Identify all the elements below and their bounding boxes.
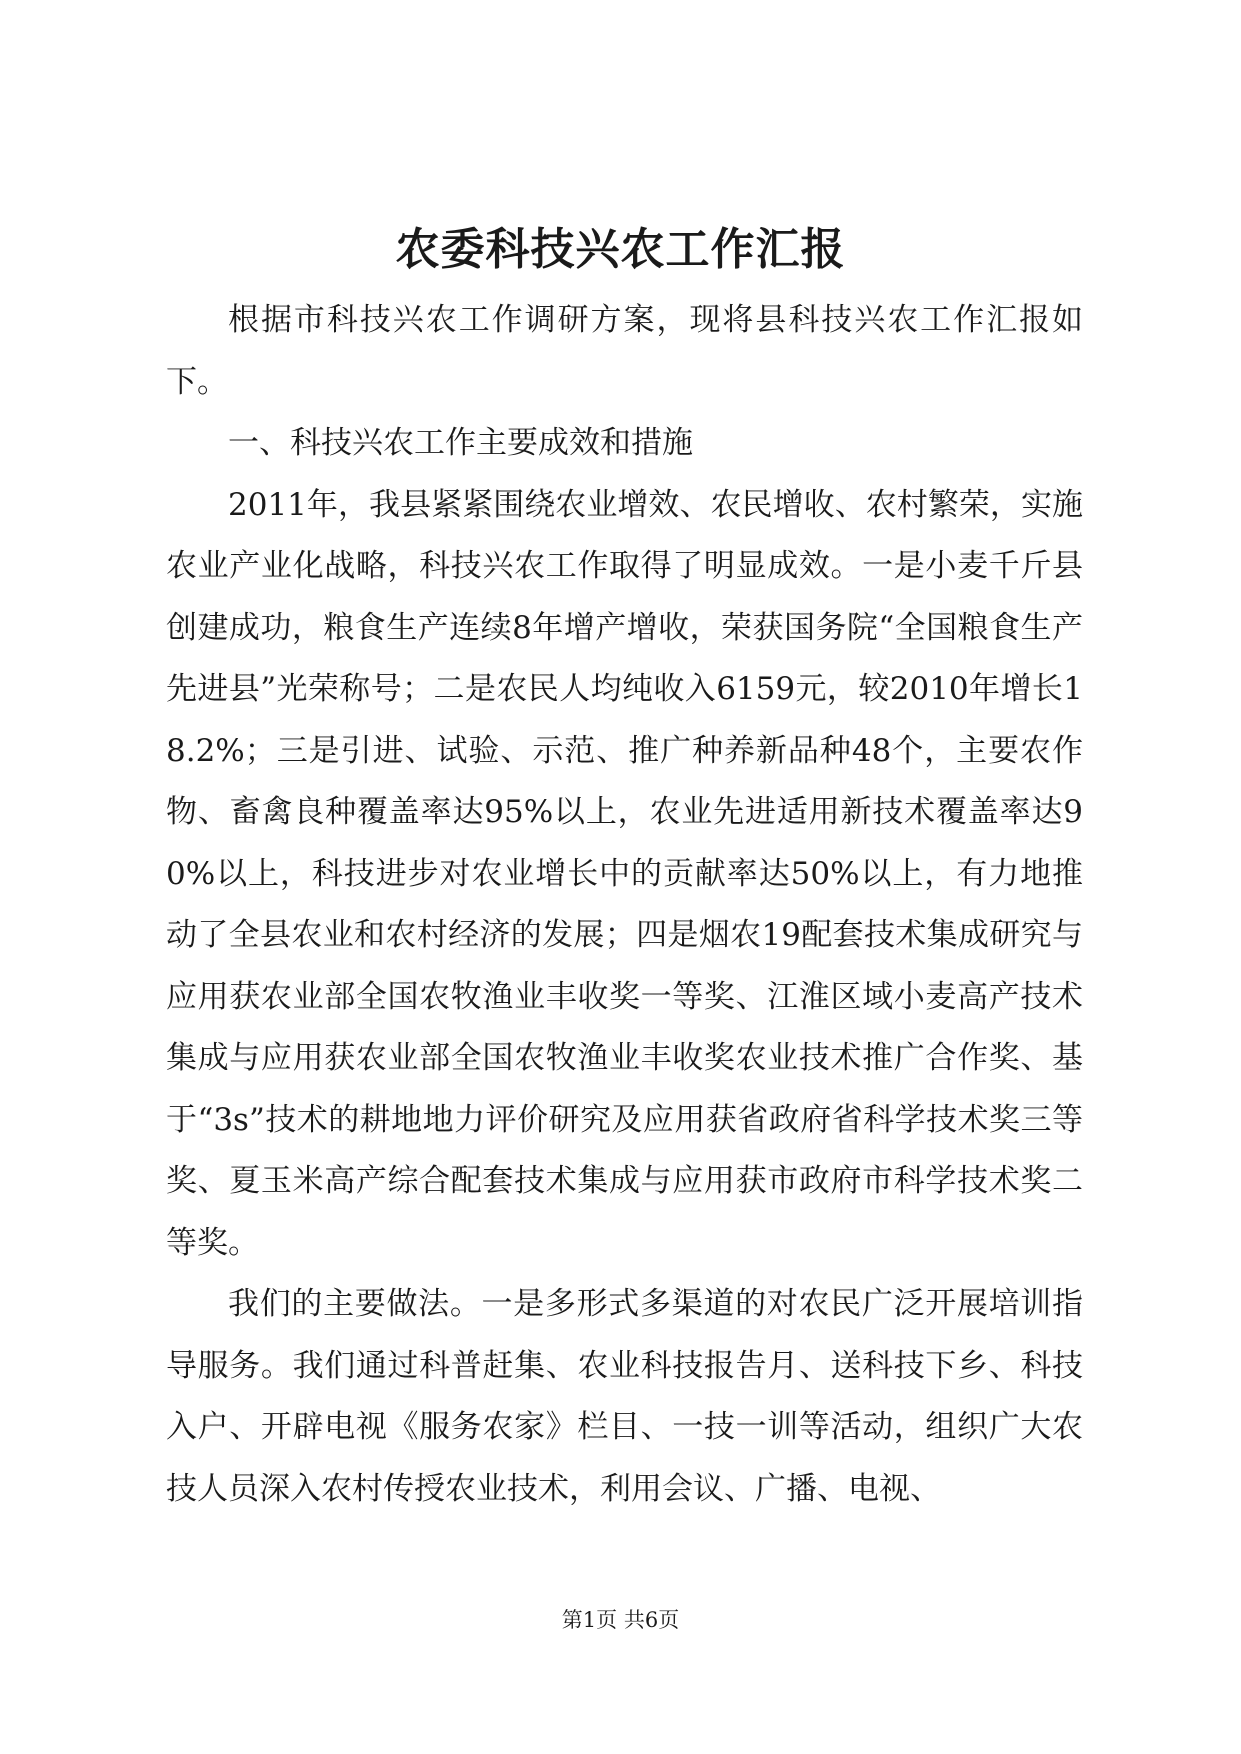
section-heading: 一、科技兴农工作主要成效和措施 (228, 425, 693, 461)
document-body (166, 290, 1083, 1520)
methods-paragraph: 我们的主要做法。一是多形式多渠道的对农民广泛开展培训指导服务。我们通过科普赶集、农业科技报告月、送科技下乡、科技入户、开辟电视《服务农家》栏目、一技一训等活动，组织广大农技人员深入农村传授农业技术，利用会议、广播、电视、 (166, 1286, 1083, 1507)
page-number-footer: 第1页 共6页 (561, 1608, 680, 1632)
intro-paragraph: 根据市科技兴农工作调研方案，现将县科技兴农工作汇报如下。 (166, 302, 1083, 400)
document-title: 农委科技兴农工作汇报 (395, 224, 846, 275)
achievements-paragraph: 2011年，我县紧紧围绕农业增效、农民增收、农村繁荣，实施农业产业化战略，科技兴农工作取得了明显成效。一是小麦千斤县创建成功，粮食生产连续8年增产增收，荣获国务院“全国粮食生产先进县”光荣称号；二是农民人均纯收入6159元，较2010年增长18.2%；三是引进、试验、示范、推广种养新品种48个，主要农作物、畜禽良种覆盖率达95%以上，农业先进适用新技术覆盖率达90%以上，科技进步对农业增长中的贡献率达50%以上，有力地推动了全县农业和农村经济的发展；四是烟农19配套技术集成研究与应用获农业部全国农牧渔业丰收奖一等奖、江淮区域小麦高产技术集成与应用获农业部全国农牧渔业丰收奖农业技术推广合作奖、基于“3s”技术的耕地地力评价研究及应用获省政府省科学技术奖三等奖、夏玉米高产综合配套技术集成与应用获市政府市科学技术奖二等奖。 (166, 486, 1083, 1261)
